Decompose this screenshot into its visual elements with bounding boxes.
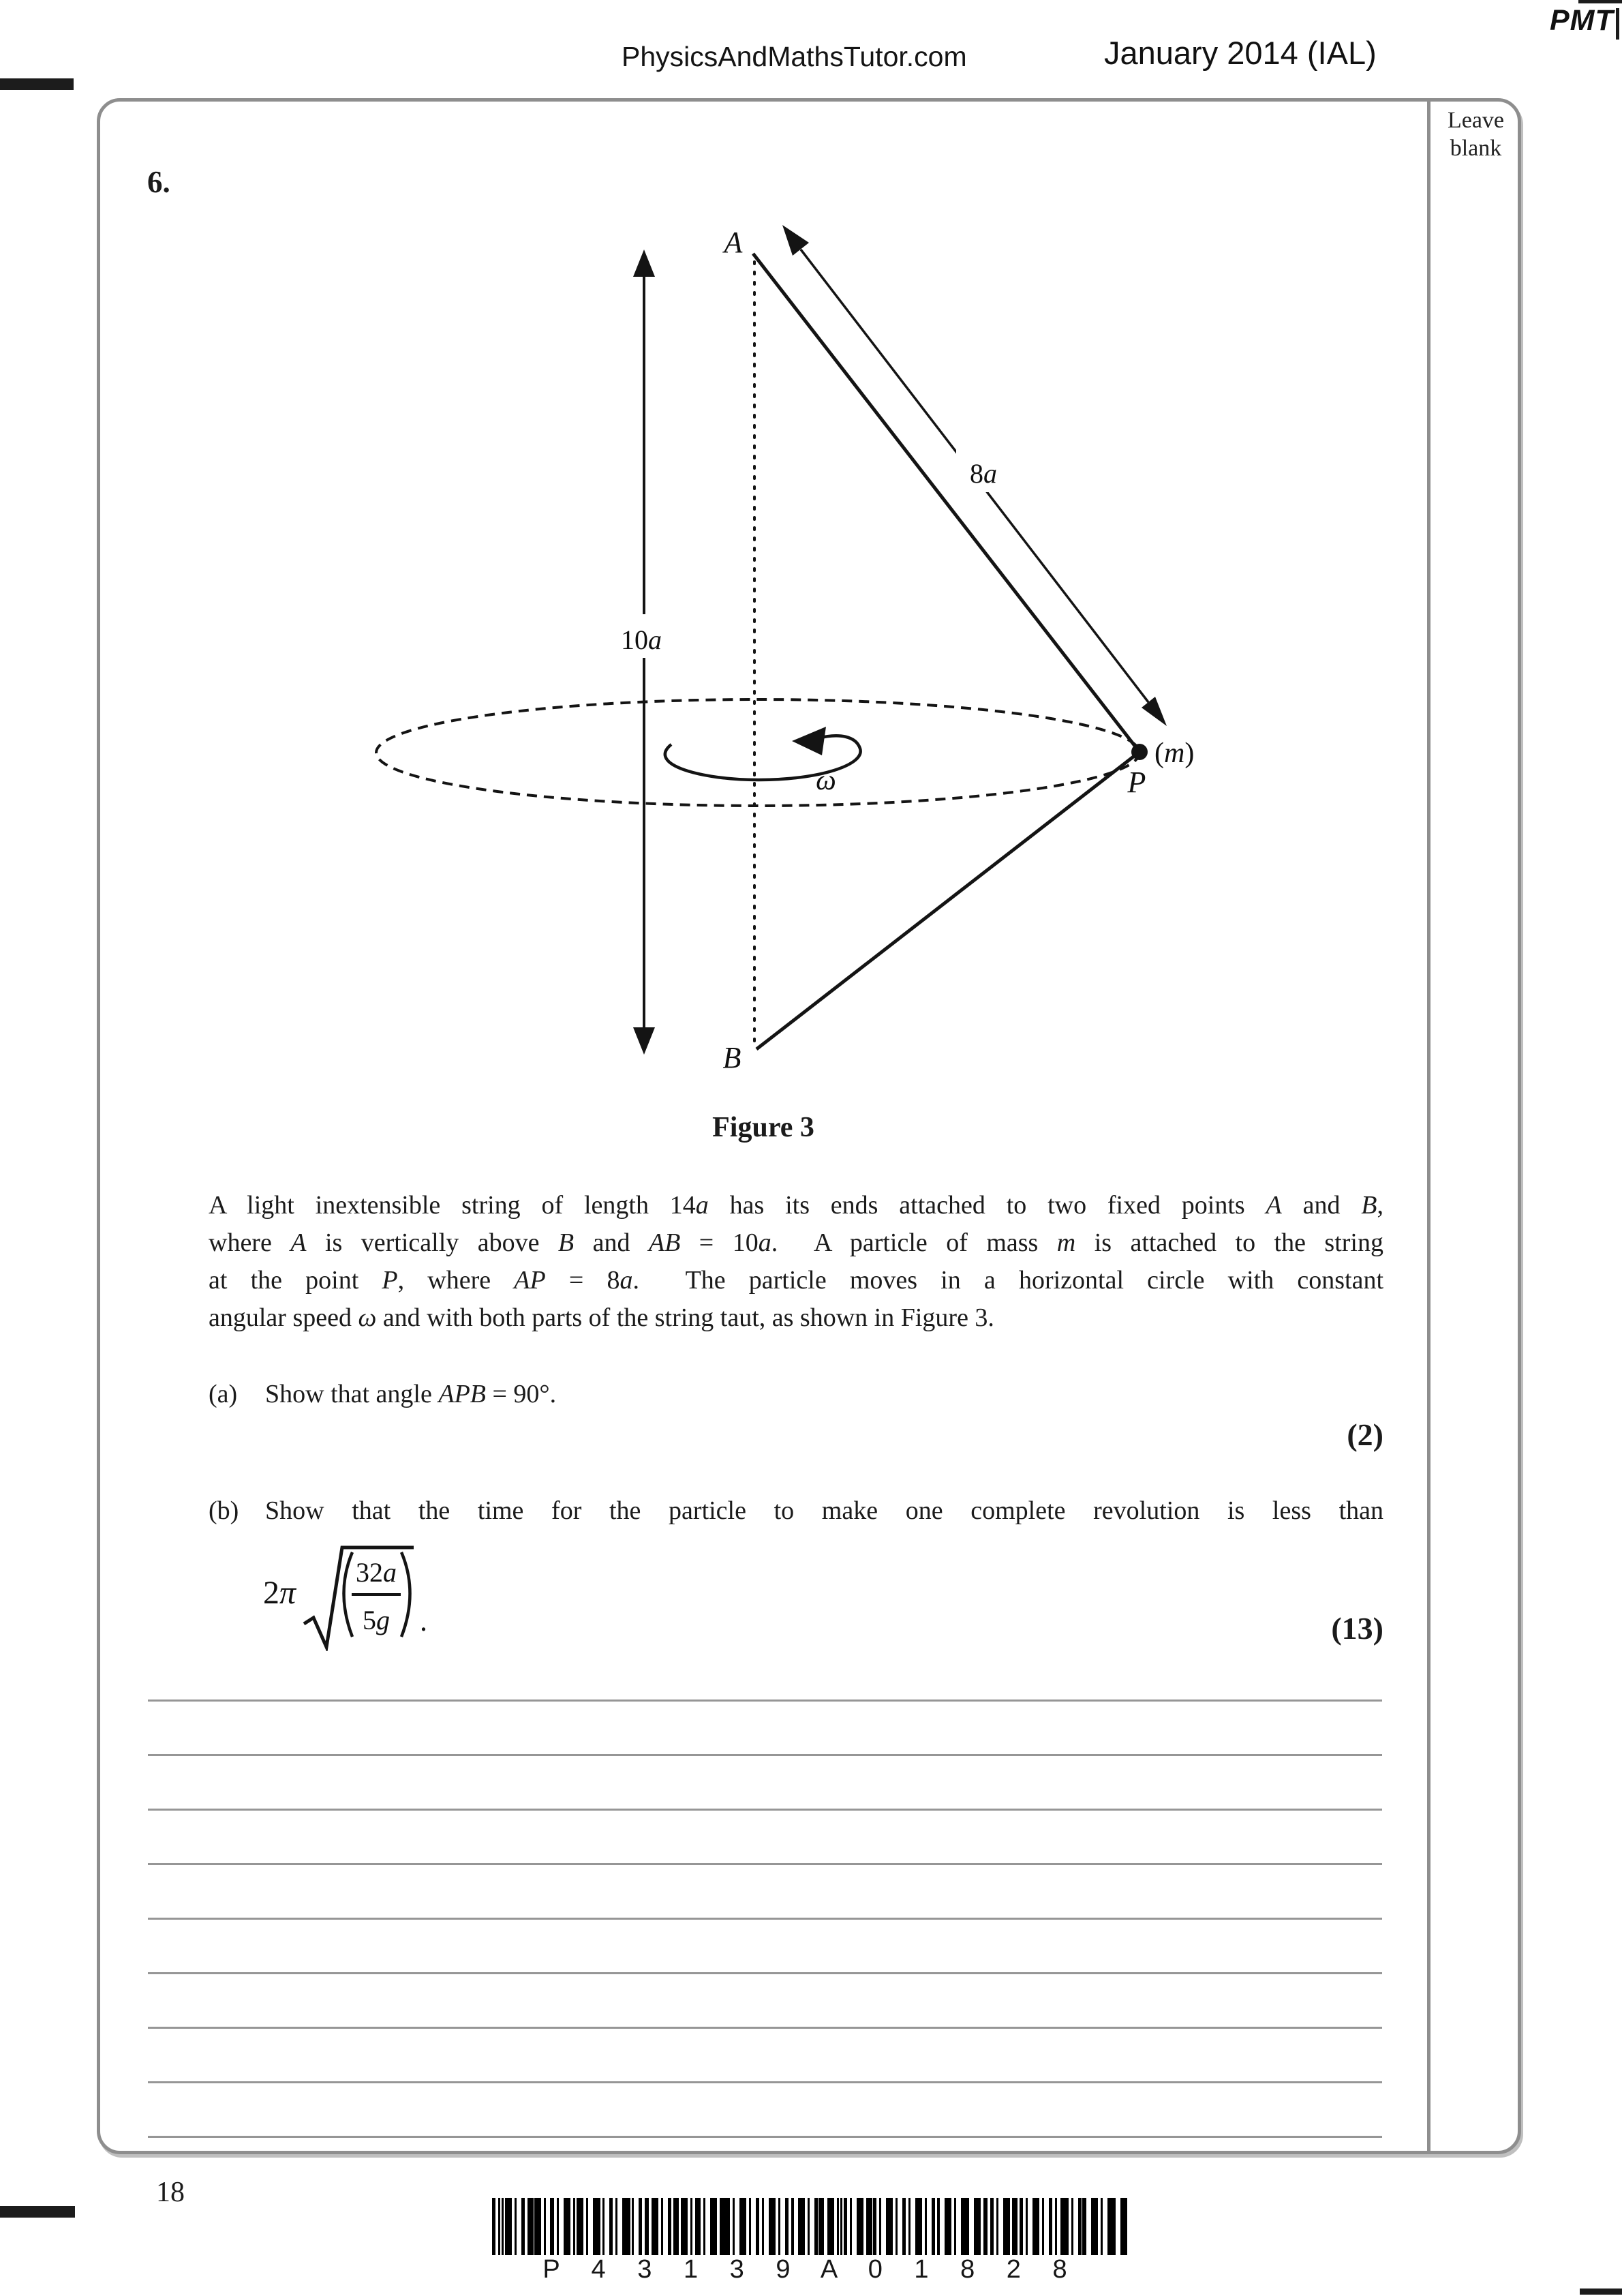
leave-blank-line2: blank [1450, 136, 1502, 161]
answer-line [148, 1863, 1382, 1865]
answer-line [148, 1972, 1382, 1974]
paper-date: January 2014 (IAL) [1104, 35, 1377, 71]
point-b-label: B [722, 1041, 741, 1074]
part-a-text: Show that angle APB = 90°. [265, 1380, 557, 1408]
barcode-text: P 4 3 1 3 9 A 0 1 8 2 8 [542, 2255, 1080, 2284]
leave-blank-line1: Leave [1447, 108, 1505, 133]
crop-mark-top-left [0, 78, 74, 90]
intro-line-1: A light inextensible string of length 14a has its ends attached to two fixed points A and B, [209, 1191, 1383, 1220]
mass-label: (m) [1154, 738, 1195, 769]
arrowhead-downright-icon [1142, 697, 1167, 726]
pmt-logo: PMT [1550, 4, 1614, 37]
right-paren [401, 1552, 410, 1637]
intro-line-4: angular speed ω and with both parts of the string taut, as shown in Figure 3. [209, 1303, 994, 1332]
arrowhead-upleft-icon [782, 225, 809, 256]
part-a-label: (a) [209, 1380, 238, 1408]
particle-dot [1131, 744, 1148, 760]
page-number: 18 [156, 2177, 185, 2208]
figure-caption: Figure 3 [712, 1112, 814, 1143]
part-b-text: Show that the time for the particle to make one complete revolution is less than [265, 1496, 1383, 1525]
answer-line [148, 1754, 1382, 1756]
string-ap [753, 254, 1139, 752]
site-watermark: PhysicsAndMathsTutor.com [622, 41, 967, 72]
crop-mark-top-right [1578, 0, 1622, 3]
intro-line-2: where A is vertically above B and AB = 10a. A particle of mass m is attached to the string [209, 1228, 1383, 1257]
point-p-label: P [1127, 766, 1146, 799]
part-b-label: (b) [209, 1496, 239, 1525]
formula-coefficient: 2π [263, 1575, 296, 1611]
answer-line [148, 2027, 1382, 2029]
crop-mark-bottom-left [0, 2206, 75, 2218]
length-ap-label: 8a [970, 458, 997, 489]
part-a-marks: (2) [1347, 1417, 1383, 1452]
arrowhead-up-icon [633, 250, 655, 277]
fraction-denominator: 5g [363, 1605, 390, 1635]
question-number: 6. [147, 165, 170, 199]
answer-line [148, 2081, 1382, 2083]
leave-blank-label [1430, 106, 1521, 162]
fraction-numerator: 32a [356, 1557, 397, 1588]
part-b-marks: (13) [1331, 1611, 1383, 1646]
question-intro-paragraph [209, 1187, 1383, 1337]
circle-path-ellipse [376, 699, 1139, 806]
length-ab-label: 10a [621, 624, 662, 655]
crop-mark-right-bar [1616, 8, 1619, 40]
arrowhead-down-icon [633, 1027, 655, 1055]
point-a-label: A [724, 226, 743, 259]
omega-label: ω [816, 765, 836, 796]
figure-3-diagram [259, 205, 1254, 1091]
crop-mark-bottom-right [1580, 2289, 1622, 2295]
left-paren [344, 1552, 353, 1637]
formula-period: . [420, 1604, 427, 1637]
leave-blank-separator [1427, 98, 1430, 2154]
answer-line [148, 2136, 1382, 2138]
rotation-arrowhead-icon [792, 727, 826, 755]
intro-line-3: at the point P, where AP = 8a. The particle moves in a horizontal circle with constant [209, 1266, 1384, 1295]
answer-line [148, 1918, 1382, 1920]
formula-2pi-sqrt [252, 1522, 457, 1651]
answer-line [148, 1809, 1382, 1811]
barcode-image [492, 2198, 1130, 2255]
answer-line [148, 1700, 1382, 1702]
string-bp [756, 752, 1139, 1049]
